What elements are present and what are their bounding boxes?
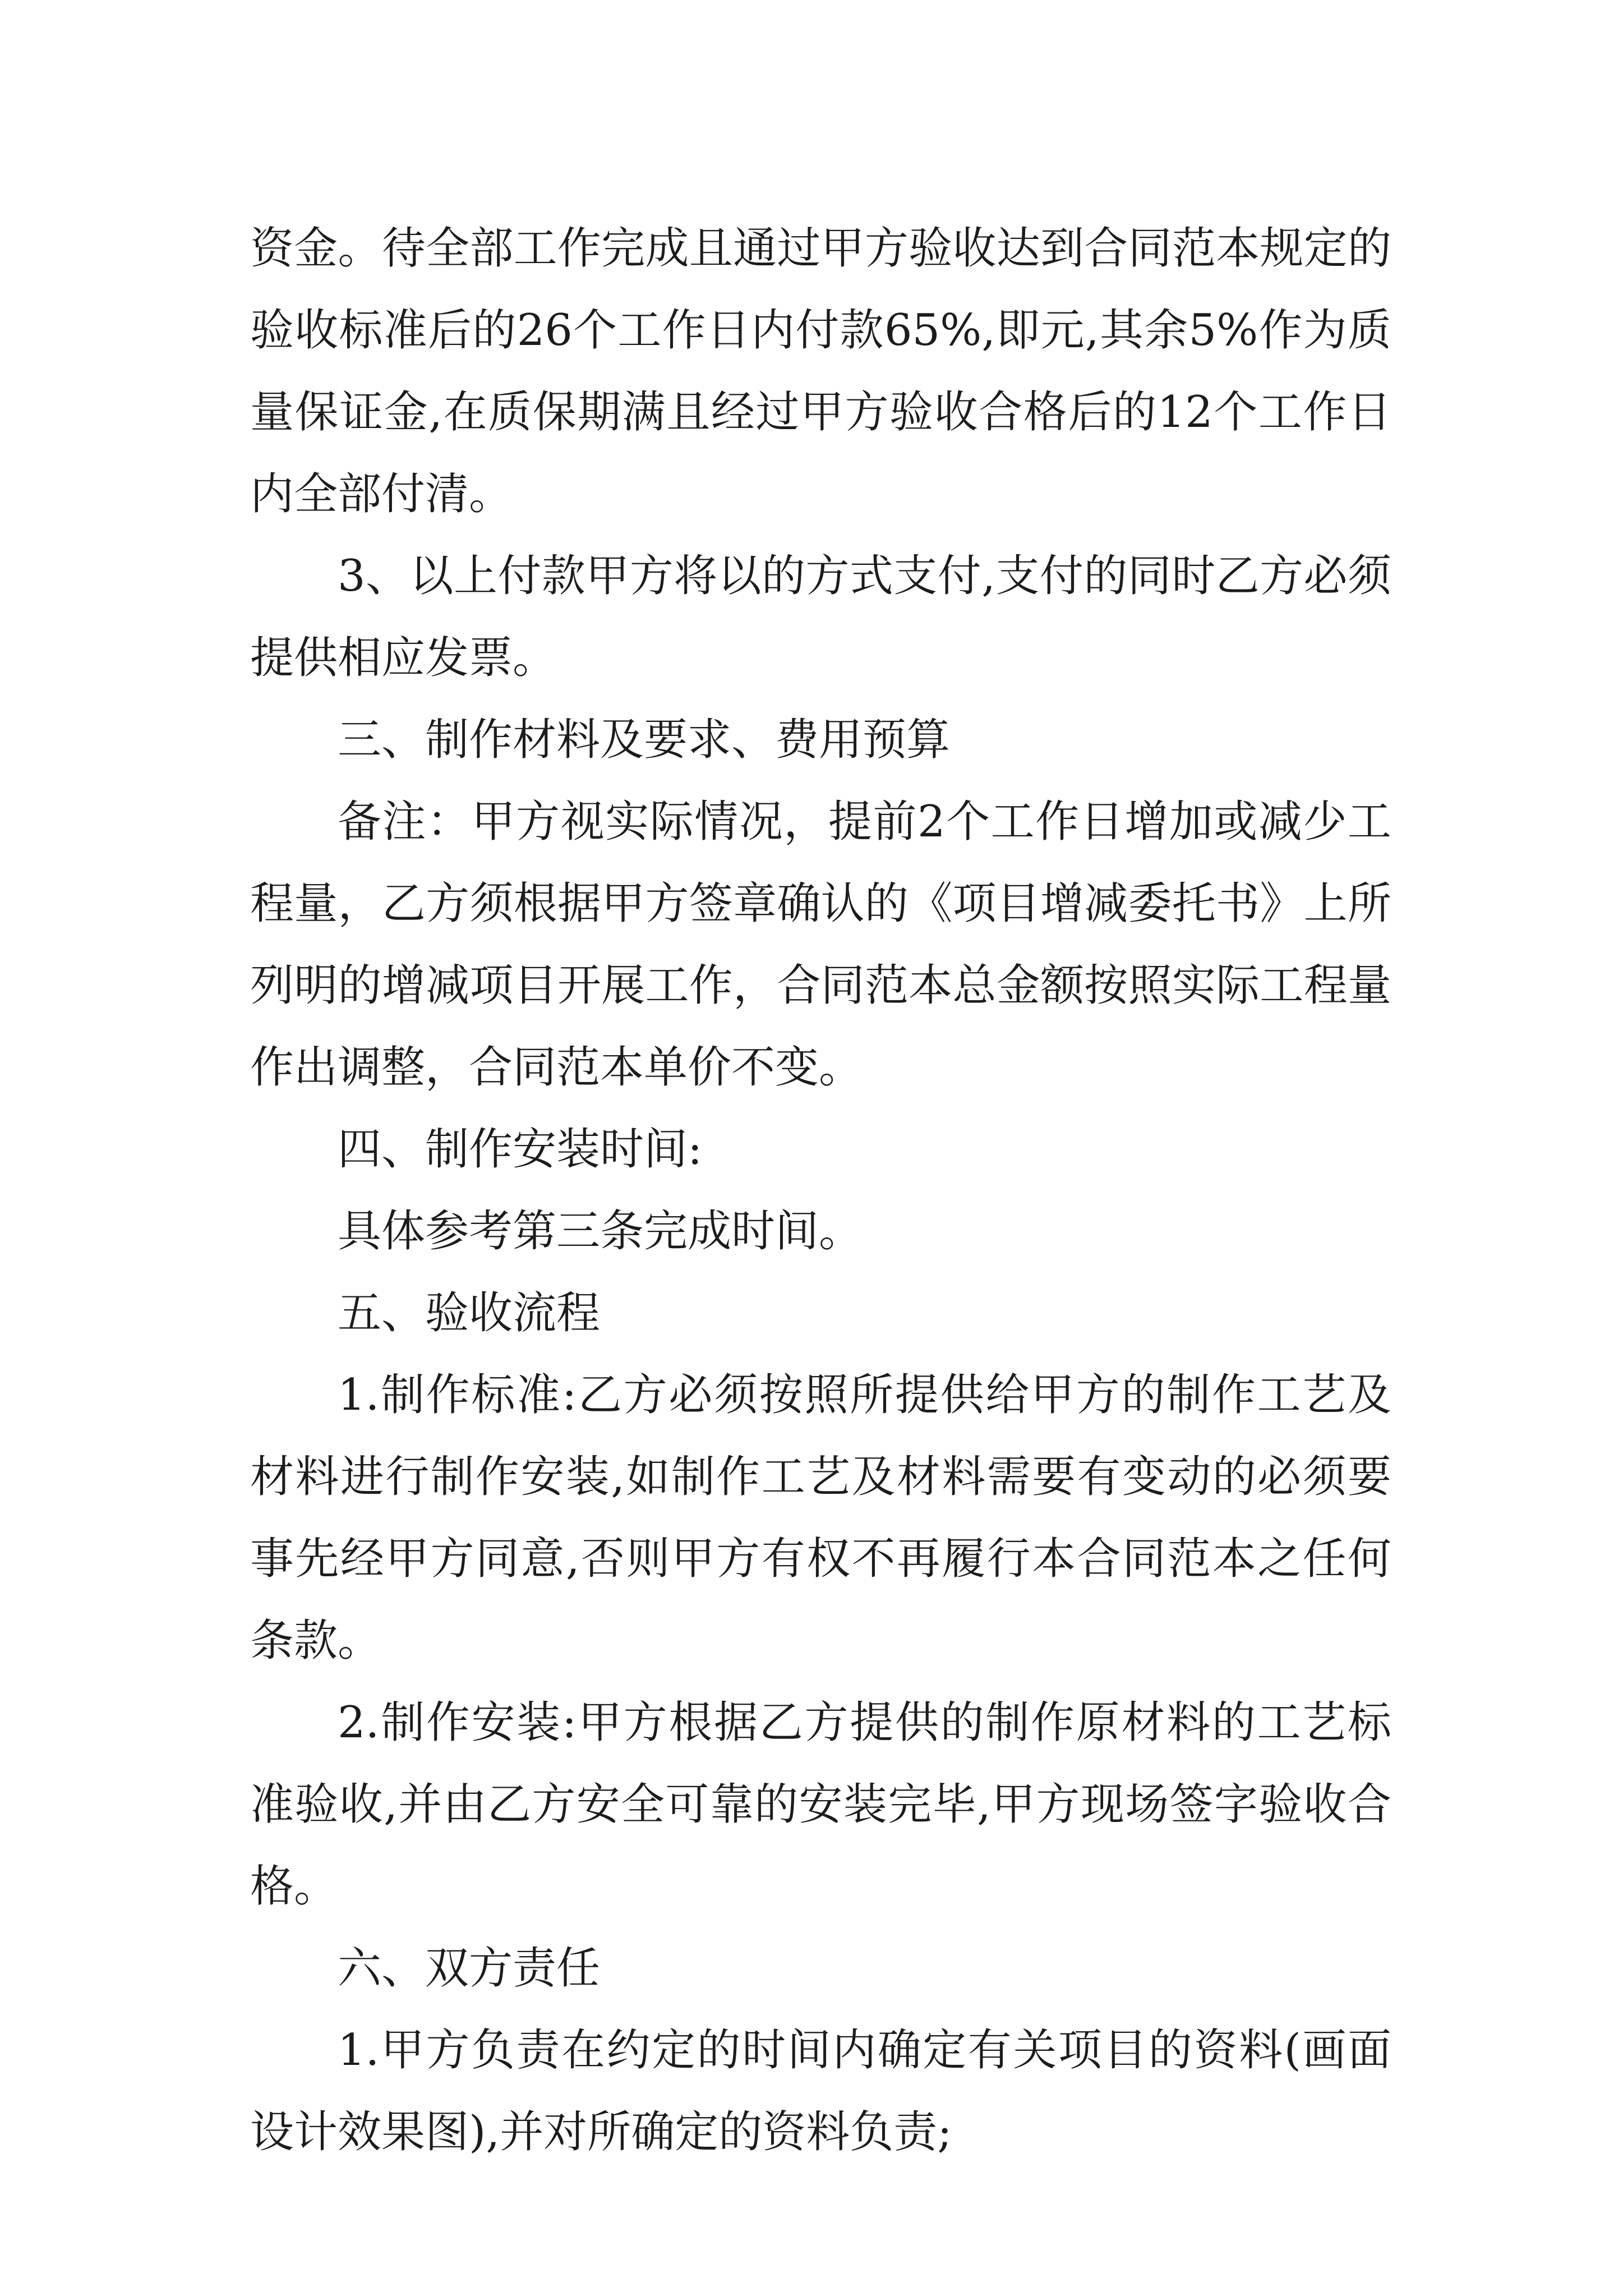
- paragraph-payment-terms: 资金。待全部工作完成且通过甲方验收达到合同范本规定的验收标准后的26个工作日内付款65%,即元,其余5%作为质量保证金,在质保期满且经过甲方验收合格后的12个工作日内全部付清。: [250, 223, 1391, 519]
- paragraph-production-standard: 1.制作标准:乙方必须按照所提供给甲方的制作工艺及材料进行制作安装,如制作工艺及材料需要有变动的必须要事先经甲方同意,否则甲方有权不再履行本合同范本之任何条款。: [250, 1370, 1391, 1666]
- section-heading-acceptance: 五、验收流程: [338, 1288, 601, 1338]
- paragraph-payment-method: 3、以上付款甲方将以的方式支付,支付的同时乙方必须提供相应发票。: [250, 551, 1391, 683]
- paragraph-production-installation: 2.制作安装:甲方根据乙方提供的制作原材料的工艺标准验收,并由乙方安全可靠的安装完毕,甲方现场签字验收合格。: [250, 1697, 1391, 1912]
- paragraph-party-a-responsibility: 1.甲方负责在约定的时间内确定有关项目的资料(画面设计效果图),并对所确定的资料负责;: [250, 2025, 1391, 2157]
- document-body: [250, 208, 1391, 2173]
- paragraph-remarks: 备注：甲方视实际情况，提前2个工作日增加或减少工程量，乙方须根据甲方签章确认的《项目增减委托书》上所列明的增减项目开展工作，合同范本总金额按照实际工程量作出调整，合同范本单价不变。: [250, 797, 1391, 1093]
- section-heading-responsibilities: 六、双方责任: [338, 1943, 601, 1994]
- paragraph-installation-time: 具体参考第三条完成时间。: [338, 1206, 863, 1257]
- section-heading-materials: 三、制作材料及要求、费用预算: [338, 715, 951, 765]
- section-heading-installation-time: 四、制作安装时间:: [338, 1124, 703, 1175]
